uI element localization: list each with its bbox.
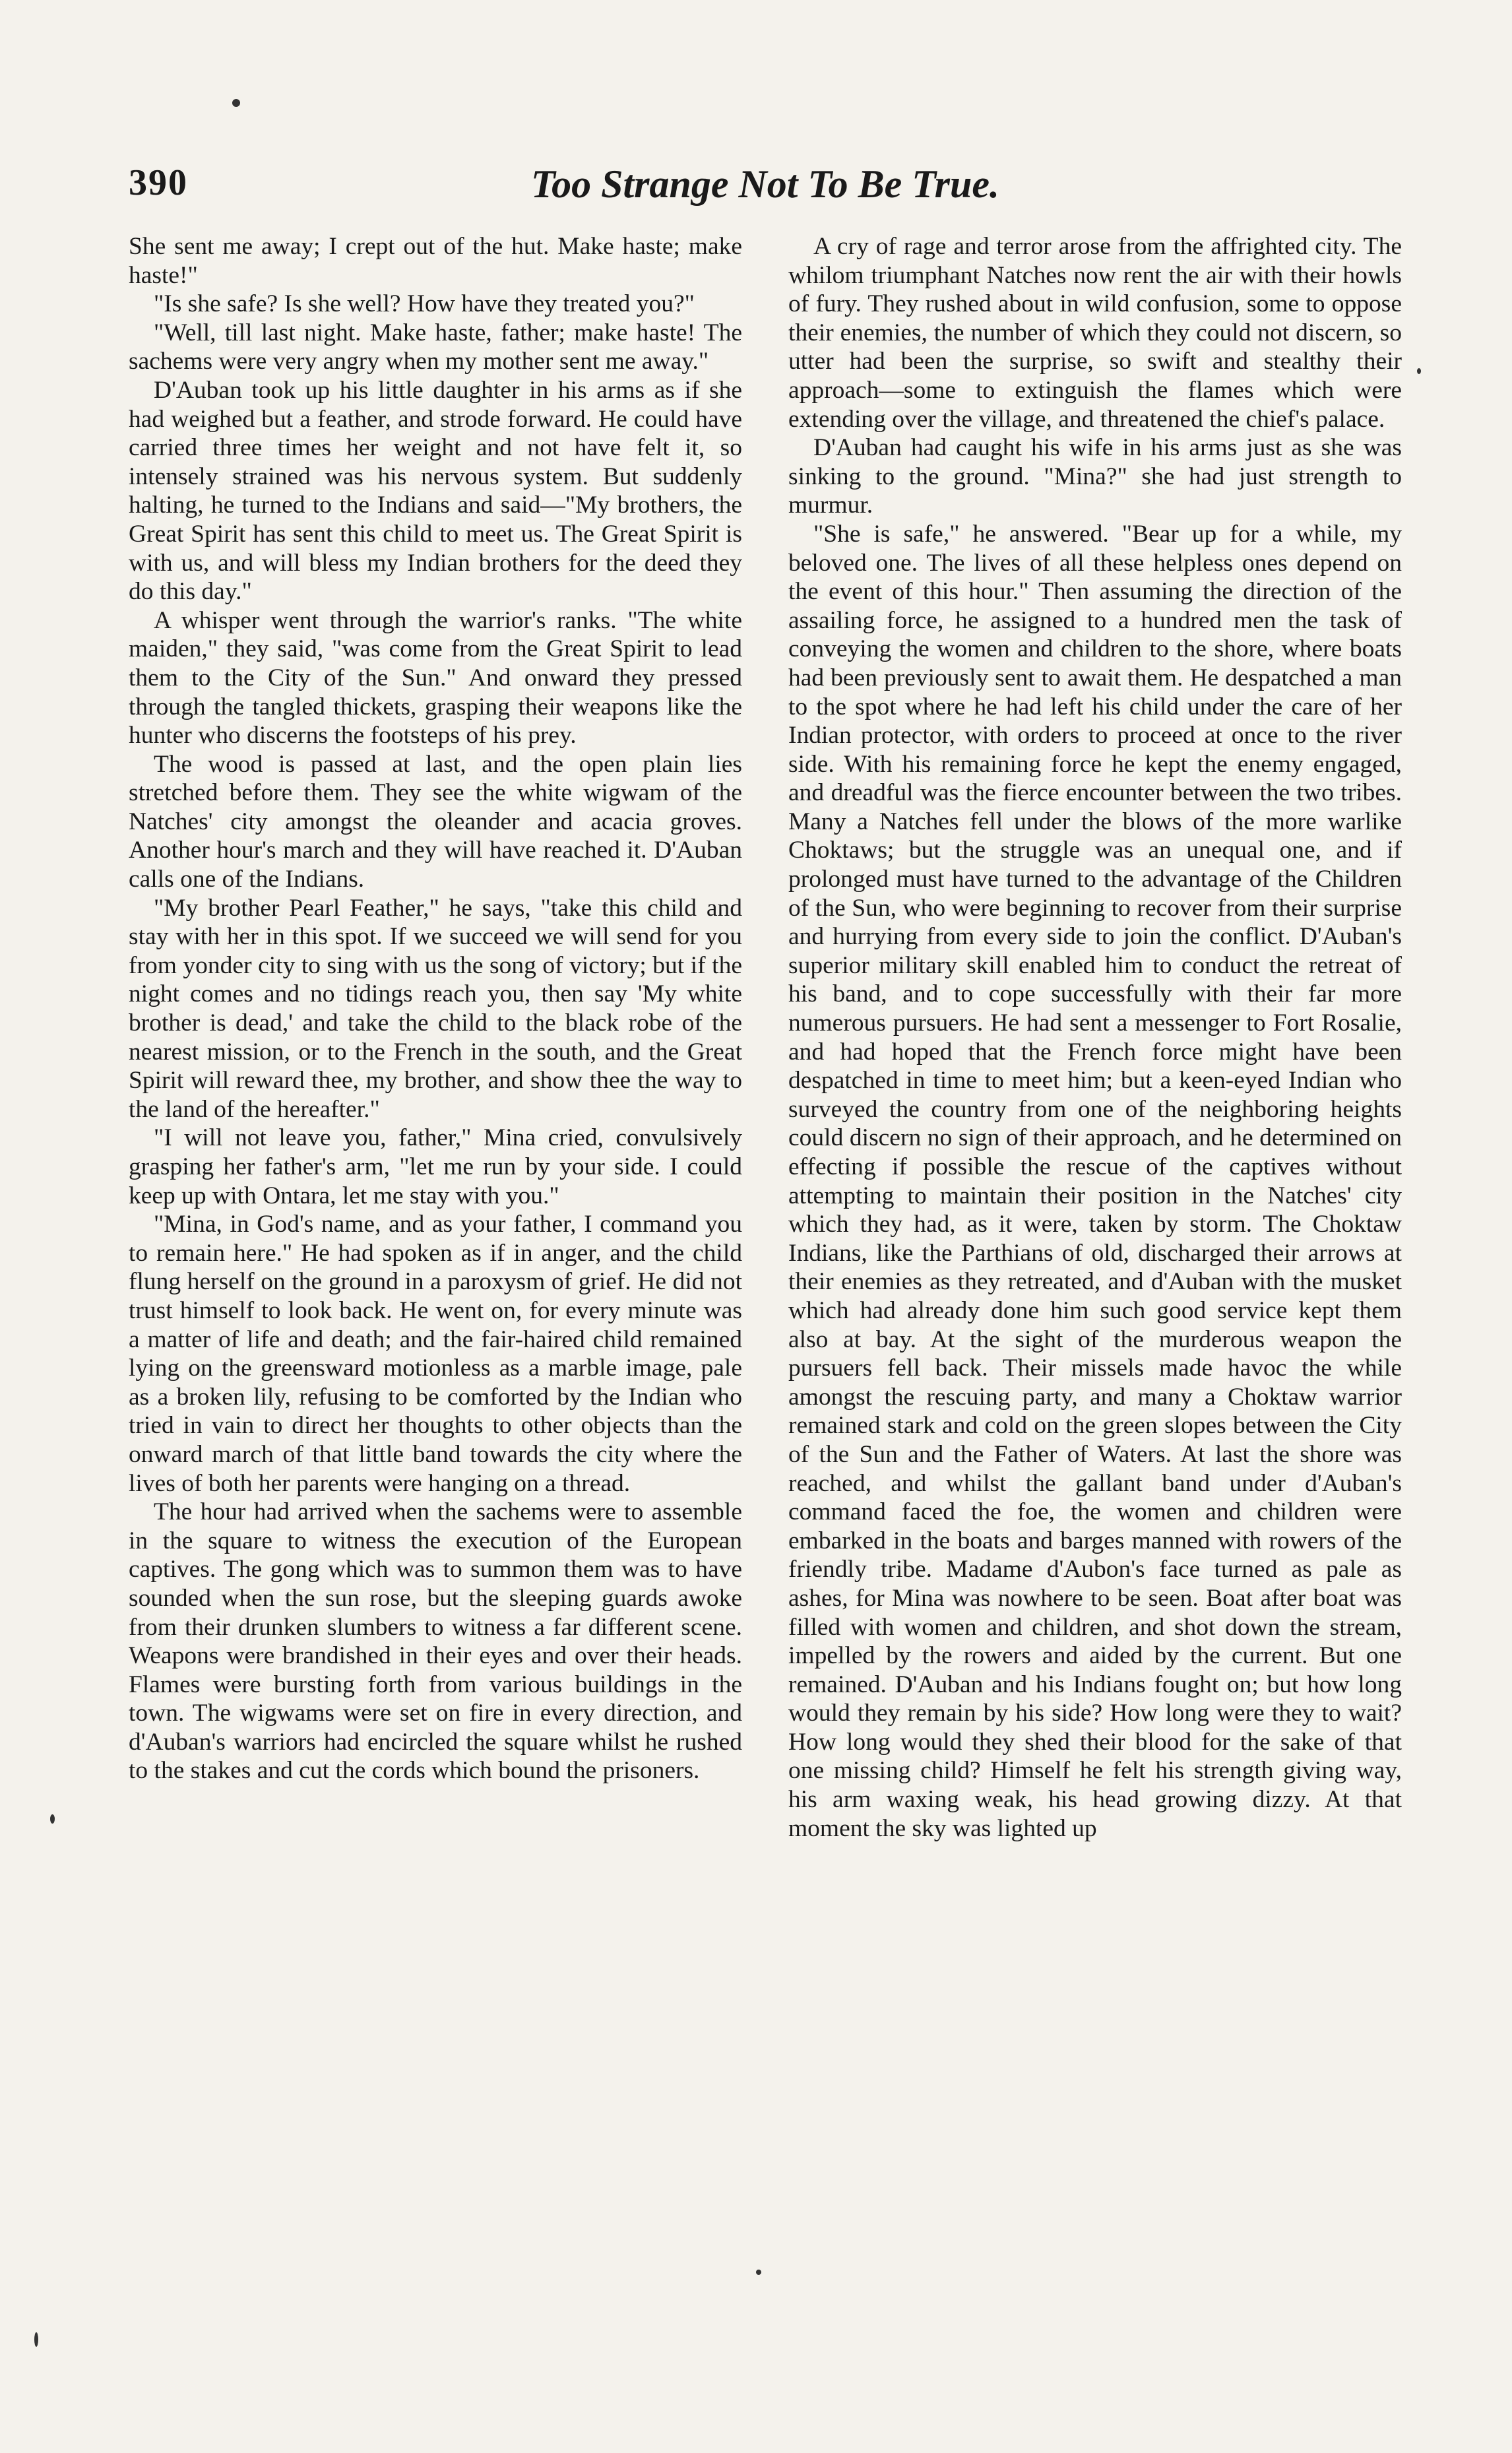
print-speck [232, 99, 240, 107]
paragraph: "Is she safe? Is she well? How have they treated you?" [154, 290, 695, 318]
paragraph: A whisper went through the warrior's ranks. "The white maiden," they said, "was come from the Great Spirit to lead them to the City of the Sun." And onward they pressed through the tangled thickets, grasping their weapons like the hunter who discerns the footsteps of his prey. [129, 606, 742, 749]
page-number: 390 [129, 162, 188, 203]
paragraph: "She is safe," he answered. "Bear up for a while, my beloved one. The lives of all these helpless ones depend on the event of this hour." Then assuming the direction of the assailing force, he assigned to a hundred men the task of conveying the women and children to the shore, where boats had been previously sent to await them. He despatched a man to the spot where he had left his child under the care of her Indian protector, with orders to proceed at once to the river side. With his remaining force he kept the enemy engaged, and dreadful was the fierce encounter between the two tribes. Many a Natches fell under the blows of the more warlike Choktaws; but the struggle was an unequal one, and if prolonged must have turned to the advantage of the Children of the Sun, who were beginning to recover from their surprise and hurrying from every side to join the conflict. D'Auban's superior military skill enabled him to conduct the retreat of his band, and to cope successfully with their far more numerous pursuers. He had sent a messenger to Fort Rosalie, and had hoped that the French force might have been despatched in time to meet him; but a keen-eyed Indian who surveyed the country from one of the neighboring heights could discern no sign of their approach, and he determined on effecting if possible the rescue of the captives without attempting to maintain their position in the Natches' city which they had, as it were, taken by storm. The Choktaw Indians, like the Parthians of old, discharged their arrows at their enemies as they retreated, and d'Auban with the musket which had already done him such good service kept them also at bay. At the sight of the murderous weapon the pursuers fell back. Their missels made havoc the while amongst the rescuing party, and many a Choktaw warrior remained stark and cold on the green slopes between the City of the Sun and the Father of Waters. At last the shore was reached, and whilst the gallant band under d'Auban's command faced the foe, the women and children were embarked in the boats and barges manned with rowers of the friendly tribe. Madame d'Aubon's face turned as pale as ashes, for Mina was nowhere to be seen. Boat after boat was filled with women and children, and shot down the stream, impelled by the rowers and aided by the current. But one remained. D'Auban and his Indians fought on; but how long would they remain by his side? How long were they to wait? How long would they shed their blood for the sake of that one missing child? Himself he felt his strength giving way, his arm waxing weak, his head growing dizzy. At that moment the sky was lighted up [788, 520, 1402, 1842]
paragraph: D'Auban had caught his wife in his arms just as she was sinking to the ground. "Mina?" she had just strength to murmur. [788, 434, 1402, 519]
left-text-column [129, 232, 742, 1785]
paragraph: "My brother Pearl Feather," he says, "take this child and stay with her in this spot. If we succeed we will send for you from yonder city to sing with us the song of victory; but if the night comes and no tidings reach you, then say 'My white brother is dead,' and take the child to the black robe of the nearest mission, or to the French in the south, and the Great Spirit will reward thee, my brother, and show thee the way to the land of the hereafter." [129, 894, 742, 1123]
paragraph: "I will not leave you, father," Mina cried, convulsively grasping her father's arm, "let me run by your side. I could keep up with Ontara, let me stay with you." [129, 1124, 742, 1209]
running-title: Too Strange Not To Be True. [530, 162, 1000, 206]
page-header [129, 162, 1402, 208]
print-speck [34, 2332, 38, 2347]
right-text-column [788, 232, 1402, 1843]
paragraph: "Well, till last night. Make haste, father; make haste! The sachems were very angry when my mother sent me away." [129, 319, 742, 375]
print-speck [1417, 368, 1421, 374]
paragraph: D'Auban took up his little daughter in his arms as if she had weighed but a feather, and strode forward. He could have carried three times her weight and not have felt it, so intensely strained was his nervous system. But suddenly halting, he turned to the Indians and said—"My brothers, the Great Spirit has sent this child to meet us. The Great Spirit is with us, and will bless my Indian brothers for the deed they do this day." [129, 376, 742, 606]
paragraph: She sent me away; I crept out of the hut. Make haste; make haste!" [129, 233, 742, 289]
paragraph: A cry of rage and terror arose from the affrighted city. The whilom triumphant Natches now rent the air with their howls of fury. They rushed about in wild confusion, some to oppose their enemies, the number of which they could not discern, so utter had been the surprise, so swift and stealthy their approach—some to extinguish the flames which were extending over the village, and threatened the chief's palace. [788, 233, 1402, 433]
paragraph: "Mina, in God's name, and as your father, I command you to remain here." He had spoken as if in anger, and the child flung herself on the ground in a paroxysm of grief. He did not trust himself to look back. He went on, for every minute was a matter of life and death; and the fair-haired child remained lying on the greensward motionless as a marble image, pale as a broken lily, refusing to be comforted by the Indian who tried in vain to direct her thoughts to other objects than the onward march of that little band towards the city where the lives of both her parents were hanging on a thread. [129, 1211, 742, 1497]
print-speck [756, 2270, 761, 2275]
paragraph: The hour had arrived when the sachems were to assemble in the square to witness the execution of the European captives. The gong which was to summon them was to have sounded when the sun rose, but the sleeping guards awoke from their drunken slumbers to witness a far different scene. Weapons were brandished in their eyes and over their heads. Flames were bursting forth from various buildings in the town. The wigwams were set on fire in every direction, and d'Auban's warriors had encircled the square whilst he rushed to the stakes and cut the cords which bound the prisoners. [129, 1498, 742, 1785]
print-speck [50, 1814, 55, 1824]
paragraph: The wood is passed at last, and the open plain lies stretched before them. They see the white wigwam of the Natches' city amongst the oleander and acacia groves. Another hour's march and they will have reached it. D'Auban calls one of the Indians. [129, 750, 742, 893]
